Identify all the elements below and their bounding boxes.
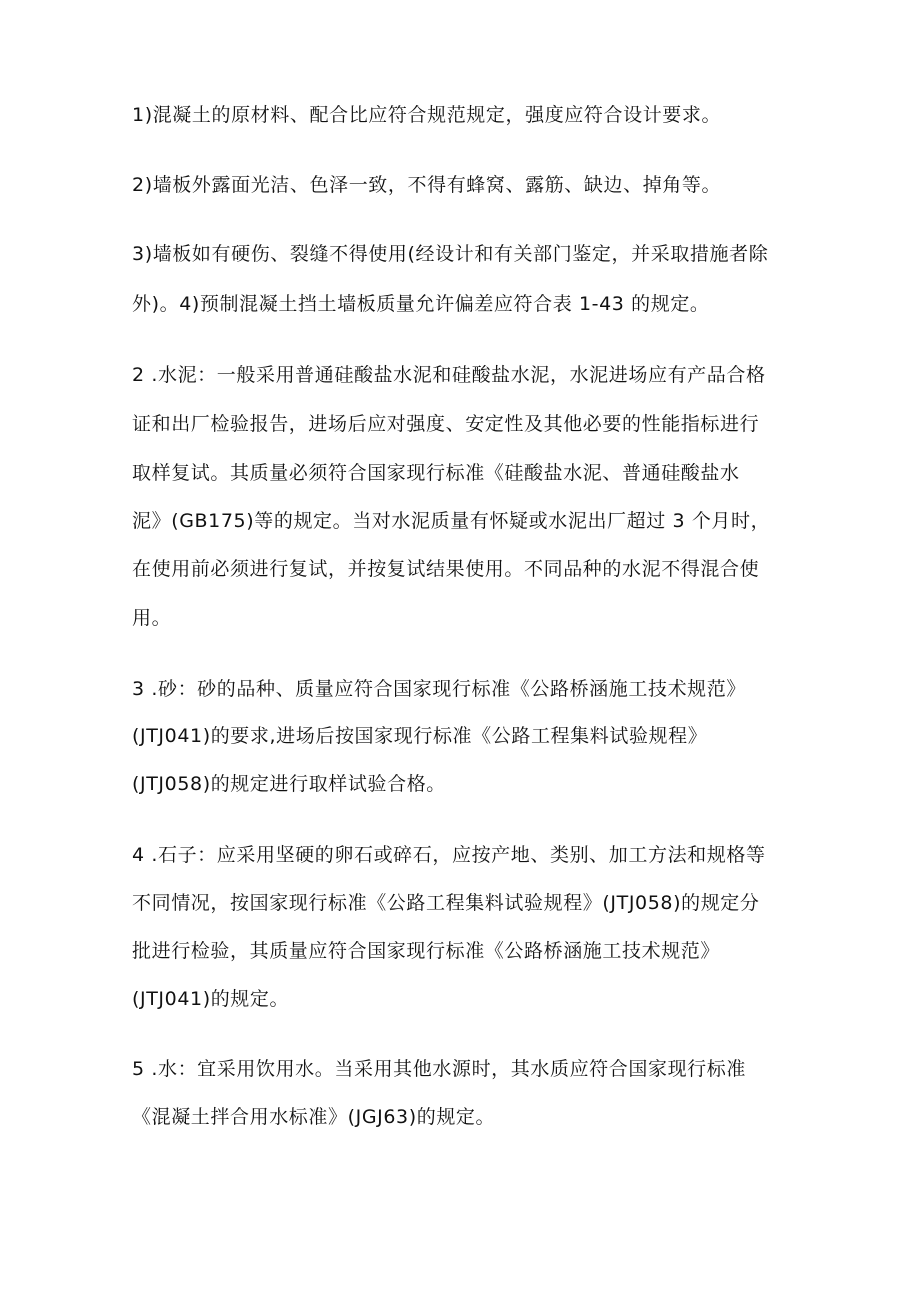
paragraph-6-line-3: 批进行检验，其质量应符合国家现行标准《公路桥涵施工技术规范》	[132, 940, 721, 962]
paragraph-3-line-2: 外)。4)预制混凝土挡土墙板质量允许偏差应符合表 1-43 的规定。	[132, 293, 710, 315]
paragraph-2-line-1: 2)墙板外露面光洁、色泽一致，不得有蜂窝、露筋、缺边、掉角等。	[132, 174, 722, 196]
paragraph-7-line-1: 5 .水：宜采用饮用水。当采用其他水源时，其水质应符合国家现行标准	[132, 1058, 746, 1080]
paragraph-5-line-1: 3 .砂：砂的品种、质量应符合国家现行标准《公路桥涵施工技术规范》	[132, 678, 746, 700]
paragraph-6-line-2: 不同情况，按国家现行标准《公路工程集料试验规程》(JTJ058)的规定分	[132, 892, 760, 914]
paragraph-4-line-5: 在使用前必须进行复试，并按复试结果使用。不同品种的水泥不得混合使	[132, 558, 760, 580]
paragraph-5-line-2: (JTJ041)的要求,进场后按国家现行标准《公路工程集料试验规程》	[132, 725, 708, 747]
paragraph-4-line-3: 取样复试。其质量必须符合国家现行标准《硅酸盐水泥、普通硅酸盐水	[132, 462, 740, 484]
paragraph-1-line-1: 1)混凝土的原材料、配合比应符合规范规定，强度应符合设计要求。	[132, 104, 722, 126]
paragraph-4-line-2: 证和出厂检验报告，进场后应对强度、安定性及其他必要的性能指标进行	[132, 413, 760, 435]
paragraph-4-line-4: 泥》(GB175)等的规定。当对水泥质量有怀疑或水泥出厂超过 3 个月时，	[132, 510, 771, 532]
paragraph-5-line-3: (JTJ058)的规定进行取样试验合格。	[132, 773, 446, 795]
paragraph-6-line-1: 4 .石子：应采用坚硬的卵石或碎石，应按产地、类别、加工方法和规格等	[132, 844, 766, 866]
paragraph-7-line-2: 《混凝土拌合用水标准》(JGJ63)的规定。	[132, 1106, 496, 1128]
paragraph-6-line-4: (JTJ041)的规定。	[132, 988, 290, 1010]
paragraph-4-line-1: 2 .水泥：一般采用普通硅酸盐水泥和硅酸盐水泥，水泥进场应有产品合格	[132, 364, 766, 386]
paragraph-4-line-6: 用。	[132, 607, 172, 629]
paragraph-3-line-1: 3)墙板如有硬伤、裂缝不得使用(经设计和有关部门鉴定，并采取措施者除	[132, 243, 769, 265]
